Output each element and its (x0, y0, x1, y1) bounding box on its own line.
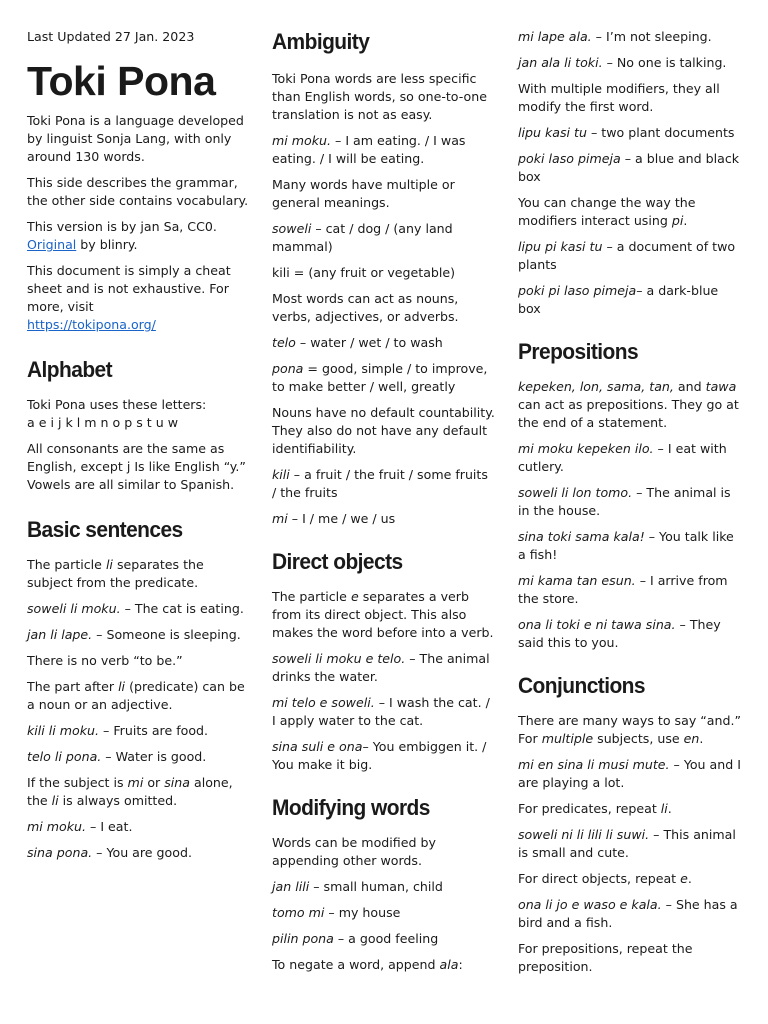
alphabet-section (27, 356, 249, 494)
rule-text: The particle e separates a verb from its direct object. This also makes the word before into a verb. (272, 589, 494, 640)
example: telo li pona. – Water is good. (27, 749, 207, 764)
example: kili = (any fruit or vegetable) (272, 265, 456, 280)
example: soweli ni li lili li suwi. – This animal is small and cute. (518, 827, 736, 860)
intro-paragraph: This document is simply a cheat sheet and is not exhaustive. For more, visit https://tokipona.org/ (27, 263, 231, 332)
column-left (27, 28, 249, 870)
intro-paragraph: Toki Pona is a language developed by linguist Sonja Lang, with only around 130 words. (27, 113, 244, 164)
rule-text: You can change the way the modifiers interact using pi. (518, 195, 696, 228)
column-right (518, 28, 744, 984)
intro-credit: This version is by jan Sa, CC0. Original by blinry. (27, 219, 217, 252)
conjunctions-section (518, 672, 744, 976)
example: mi – I / me / we / us (272, 511, 396, 526)
example: mi moku. – I eat. (27, 819, 133, 834)
example: pona = good, simple / to improve, to make better / well, greatly (272, 361, 488, 394)
example: poki laso pimeja – a blue and black box (518, 151, 740, 184)
rule-text: For predicates, repeat li. (518, 801, 672, 816)
original-link[interactable]: Original (27, 237, 77, 252)
example: mi moku kepeken ilo. – I eat with cutlery. (518, 441, 727, 474)
section-heading: Ambiguity (272, 29, 370, 54)
example: mi lape ala. – I’m not sleeping. (518, 29, 712, 44)
example: ona li jo e waso e kala. – She has a bird and a fish. (518, 897, 738, 930)
example: tomo mi – my house (272, 905, 401, 920)
rule-text: To negate a word, append ala: (272, 957, 463, 972)
example: mi kama tan esun. – I arrive from the store. (518, 573, 728, 606)
example: jan li lape. – Someone is sleeping. (27, 627, 241, 642)
example: soweli – cat / dog / (any land mammal) (272, 221, 453, 254)
rule-text: For prepositions, repeat the preposition. (518, 941, 693, 974)
example: mi moku. – I am eating. / I was eating. / I will be eating. (272, 133, 466, 166)
example: sina toki sama kala! – You talk like a fish! (518, 529, 734, 562)
example: telo – water / wet / to wash (272, 335, 443, 350)
example: jan ala li toki. – No one is talking. (518, 55, 727, 70)
section-heading: Modifying words (272, 795, 430, 820)
example: lipu pi kasi tu – a document of two plants (518, 239, 736, 272)
tokipona-link[interactable]: https://tokipona.org/ (27, 317, 156, 332)
alphabet-note: All consonants are the same as English, except j Is like English “y.” Vowels are all similar to Spanish. (27, 441, 246, 492)
rule-text: Words can be modified by appending other words. (272, 835, 436, 868)
example: mi en sina li musi mute. – You and I are playing a lot. (518, 757, 741, 790)
prepositions-section (518, 338, 744, 652)
example: pilin pona – a good feeling (272, 931, 439, 946)
section-heading: Conjunctions (518, 673, 645, 698)
rule-text: For direct objects, repeat e. (518, 871, 692, 886)
section-heading: Prepositions (518, 339, 639, 364)
example: jan lili – small human, child (272, 879, 443, 894)
rule-text: Nouns have no default countability. They also do not have any default identifiability. (272, 405, 495, 456)
rule-text: With multiple modifiers, they all modify the first word. (518, 81, 720, 114)
rule-text: Many words have multiple or general meanings. (272, 177, 455, 210)
example: ona li toki e ni tawa sina. – They said this to you. (518, 617, 721, 650)
rule-text: Most words can act as nouns, verbs, adjectives, or adverbs. (272, 291, 459, 324)
example: soweli li lon tomo. – The animal is in the house. (518, 485, 731, 518)
example: sina suli e ona– You embiggen it. / You make it big. (272, 739, 487, 772)
example: mi telo e soweli. – I wash the cat. / I apply water to the cat. (272, 695, 490, 728)
rule-text: kepeken, lon, sama, tan, and tawa can act as prepositions. They go at the end of a statement. (518, 379, 739, 430)
rule-text: The part after li (predicate) can be a noun or an adjective. (27, 679, 245, 712)
basic-sentences-section (27, 516, 249, 862)
example: sina pona. – You are good. (27, 845, 192, 860)
intro-paragraph: This side describes the grammar, the other side contains vocabulary. (27, 175, 249, 208)
section-heading: Direct objects (272, 549, 403, 574)
last-updated: Last Updated 27 Jan. 2023 (27, 29, 195, 44)
rule-text: There is no verb “to be.” (27, 653, 183, 668)
column-middle (272, 28, 496, 982)
page-title: Toki Pona (27, 58, 216, 104)
example: soweli li moku e telo. – The animal drinks the water. (272, 651, 490, 684)
example: lipu kasi tu – two plant documents (518, 125, 735, 140)
direct-objects-section (272, 548, 496, 774)
alphabet-letters: Toki Pona uses these letters: a e i j k l m n o p s t u w (27, 397, 207, 430)
rule-text: If the subject is mi or sina alone, the li is always omitted. (27, 775, 233, 808)
example: kili – a fruit / the fruit / some fruits / the fruits (272, 467, 488, 500)
example: kili li moku. – Fruits are food. (27, 723, 209, 738)
rule-text: The particle li separates the subject from the predicate. (27, 557, 204, 590)
rule-text: Toki Pona words are less specific than English words, so one-to-one translation is not as easy. (272, 71, 487, 122)
ambiguity-section (272, 28, 496, 528)
modifying-words-section (272, 794, 496, 974)
section-heading: Basic sentences (27, 517, 183, 542)
example: poki pi laso pimeja– a dark-blue box (518, 283, 719, 316)
rule-text: There are many ways to say “and.” For multiple subjects, use en. (518, 713, 742, 746)
example: soweli li moku. – The cat is eating. (27, 601, 244, 616)
section-heading: Alphabet (27, 357, 113, 382)
